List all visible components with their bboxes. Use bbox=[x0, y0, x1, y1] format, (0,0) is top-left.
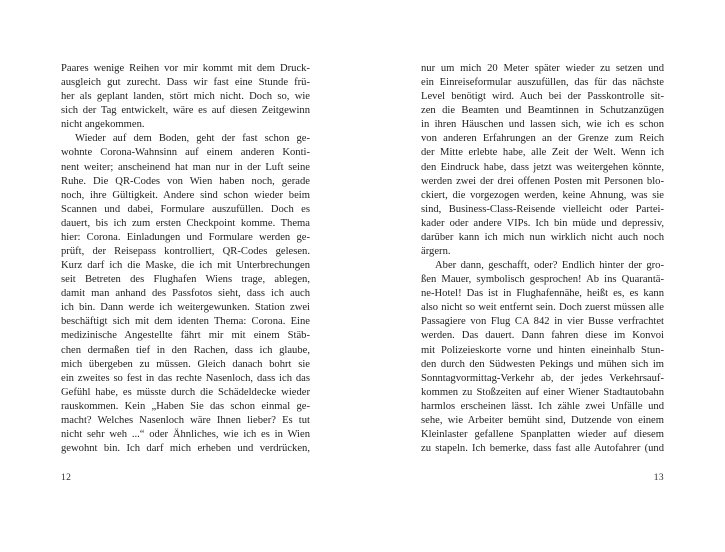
text-line: sind, Business-Class-Reisende vielleicht oder Partei- bbox=[421, 203, 664, 215]
text-line: kommen zu Stoßzeiten auf einer Wiener Stadtautobahn bbox=[421, 386, 664, 398]
text-line: medizinische Angestellte fährt mir mit einem Stäb- bbox=[61, 330, 310, 342]
text-line: zu stapeln. Ich bemerke, dass fast alle Autofahrer (und bbox=[421, 443, 664, 455]
text-line: Kurz darf ich die Maske, die ich mit Unterbrechungen bbox=[61, 260, 310, 272]
page-right-text-block bbox=[421, 62, 664, 456]
text-line: werden. Das dauert. Dann fahren diese im Konvoi bbox=[421, 330, 664, 342]
text-line: in ihren Häuschen und lassen sich, wie ich es schon bbox=[421, 119, 664, 131]
text-line: hier: Corona. Einladungen und Formulare werden ge- bbox=[61, 231, 310, 243]
text-line: noch, ihre Gültigkeit. Andere sind schon wieder beim bbox=[61, 189, 310, 201]
text-line: nent weiter; anscheinend hat man nur in der Luft seine bbox=[61, 161, 310, 173]
text-line: seit Betreten des Flughafen Wiens trage, ablegen, bbox=[61, 274, 310, 286]
text-line: prüft, der Reisepass kontrolliert, QR-Codes gelesen. bbox=[61, 246, 310, 258]
text-line: ßen Mauer, symbolisch gesprochen! Ab ins Quarantä- bbox=[421, 274, 664, 286]
text-line: ärgern. bbox=[421, 246, 451, 258]
text-line: mich übergeben zu müssen. Gleich danach bohrt sie bbox=[61, 358, 310, 370]
text-line: Paares wenige Reihen vor mir kommt mit dem Druck- bbox=[61, 63, 310, 74]
text-line: mit Polizeieskorte vorne und hinten eineinhalb Stun- bbox=[421, 344, 664, 356]
page-left-text-block bbox=[61, 62, 310, 456]
text-line: ich bin. Dann werde ich weitergewunken. Station zwei bbox=[61, 302, 310, 314]
text-line: kader oder andere VIPs. Ich bin müde und depressiv, bbox=[421, 217, 664, 229]
text-line: ckiert, die vorgezogen werden, keine Ahnung, was sie bbox=[421, 189, 664, 201]
text-line: nicht angekommen. bbox=[61, 119, 145, 131]
text-line: macht? Welches Nasenloch wäre Ihnen lieber? Es tut bbox=[61, 414, 310, 426]
text-line: damit man anhand des Passfotos sieht, dass ich auch bbox=[61, 288, 310, 300]
text-line: gewohnt bin. Ich darf mich erheben und verdrücken, bbox=[61, 443, 310, 455]
text-line: Scannen und dabei, Formulare auszufüllen. Doch es bbox=[61, 203, 310, 215]
text-line: ne-Hotel! Das ist in Flughafennähe, heißt es, es kann bbox=[421, 288, 664, 300]
text-line: ausgleich gut zurecht. Dass wir fast eine Stunde frü- bbox=[61, 77, 310, 89]
text-line: Sonntagvormittag-Verkehr ab, der jedes Verkehrsauf- bbox=[421, 372, 664, 384]
text-line: Wieder auf dem Boden, geht der fast schon ge- bbox=[75, 133, 310, 145]
text-line: den durch den Südwesten Pekings und mühen sich im bbox=[421, 358, 664, 370]
page-number-right: 13 bbox=[653, 473, 664, 483]
text-line: zen die Beamten und Beamtinnen in Schutzanzügen bbox=[421, 105, 664, 117]
text-line: Passagiere von Flug CA 842 in vier Busse verfrachtet bbox=[421, 316, 664, 328]
text-line: den Eindruck habe, dass jetzt was weitergehen könnte, bbox=[421, 161, 664, 173]
text-line: beschäftigt sich mit dem identen Thema: Corona. Eine bbox=[61, 316, 310, 328]
text-line: der Mitte erlebte habe, alle Zeit der Welt. Wenn ich bbox=[421, 147, 664, 159]
text-line: sehe, wie Arbeiter bemüht sind, Dutzende von einem bbox=[421, 414, 664, 426]
text-line: wohnte Corona-Wahnsinn auf einem anderen Konti- bbox=[61, 147, 310, 159]
text-line: dauert, bis ich zum ersten Checkpoint komme. Thema bbox=[61, 217, 310, 229]
text-line: Gefühl habe, es müsste durch die Schädeldecke wieder bbox=[61, 386, 310, 398]
text-line: Level benötigt wird. Auch bei der Passkontrolle sit- bbox=[421, 91, 664, 103]
text-line: ein zweites so fest in das rechte Nasenloch, dass ich das bbox=[61, 372, 310, 384]
text-line: darüber kann ich mich nun wirklich nicht auch noch bbox=[421, 231, 664, 243]
text-line: her als geplant landen, stört mich nicht. Doch so, wie bbox=[61, 91, 310, 103]
text-line: Aber dann, geschafft, oder? Endlich hinter der gro- bbox=[435, 260, 664, 272]
text-line: nur um mich 20 Meter später wieder zu setzen und bbox=[421, 63, 664, 74]
text-line: werden zwei der drei offenen Posten mit Personen blo- bbox=[421, 175, 664, 187]
text-line: chen dermaßen tief in den Rachen, dass ich glaube, bbox=[61, 344, 310, 356]
text-line: ein Einreiseformular auszufüllen, das für das nächste bbox=[421, 77, 664, 89]
text-line: sich der Tag entwickelt, wäre es auf diesen Zeitgewinn bbox=[61, 105, 310, 117]
text-line: von anderen Erfahrungen an der Grenze zum Reich bbox=[421, 133, 664, 145]
text-line: Ruhe. Die QR-Codes von Wien haben noch, gerade bbox=[61, 175, 310, 187]
text-line: rauskommen. Kein „Haben Sie das schon einmal ge- bbox=[61, 400, 310, 412]
text-line: Kleinlaster gefallene Spanplatten wieder auf diesem bbox=[421, 429, 664, 441]
text-line: also nicht so weit entfernt sein. Doch zuerst müssen alle bbox=[421, 302, 664, 314]
text-line: harmlos erscheinen lässt. Ich zähle zwei Unfälle und bbox=[421, 400, 664, 412]
page-number-left: 12 bbox=[61, 473, 72, 483]
text-line: nicht sehr weh ...“ oder Ähnliches, wie ich es in Wien bbox=[61, 429, 310, 441]
